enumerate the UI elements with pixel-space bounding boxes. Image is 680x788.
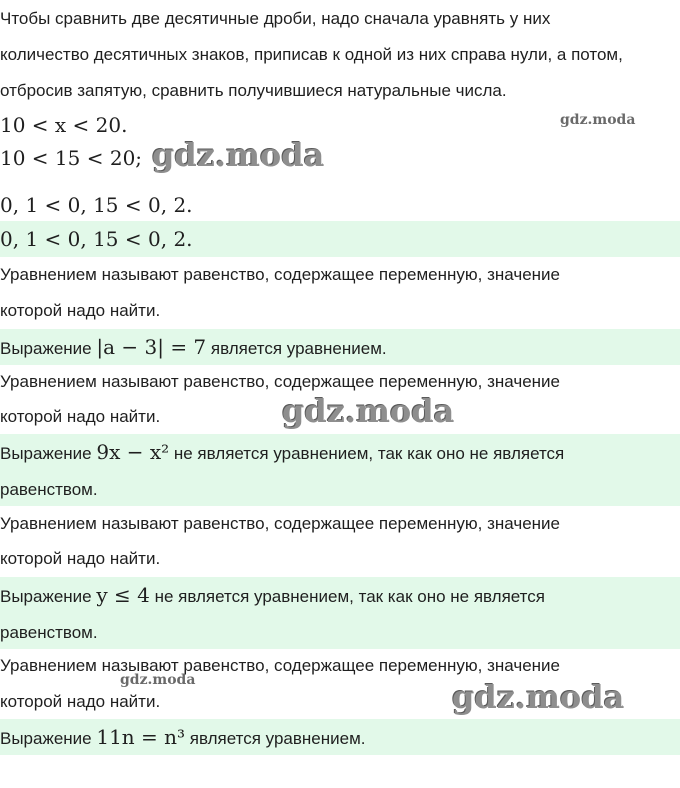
answer-3 <box>0 577 680 615</box>
intro-line-2: количество десятичных знаков, приписав к одной из них справа нули, а потом, <box>0 45 623 64</box>
watermark-large: gdz.moda <box>452 678 625 716</box>
answer-3-prefix: Выражение <box>0 587 97 606</box>
math-decimal-comparison-highlighted: 0, 1 < 0, 15 < 0, 2. <box>0 227 193 251</box>
math-inequality-15: 10 < 15 < 20; <box>0 146 143 170</box>
definition-line-2: которой надо найти. <box>0 692 161 711</box>
answer-2 <box>0 434 680 472</box>
definition-line-2: которой надо найти. <box>0 549 161 568</box>
answer-1-math: |a − 3| = 7 <box>96 335 207 359</box>
answer-3-math: y ≤ 4 <box>96 583 150 607</box>
definition-line-2: которой надо найти. <box>0 407 161 426</box>
math-decimal-comparison: 0, 1 < 0, 15 < 0, 2. <box>0 193 193 217</box>
answer-3-suffix: не является уравнением, так как оно не является <box>149 587 545 606</box>
watermark-large: gdz.moda <box>152 136 325 174</box>
answer-1-prefix: Выражение <box>0 339 97 358</box>
answer-1 <box>0 329 680 367</box>
definition-line-1: Уравнением называют равенство, содержащее переменную, значение <box>0 656 560 675</box>
answer-2-suffix: не является уравнением, так как оно не является <box>169 444 565 463</box>
intro-line-3: отбросив запятую, сравнить получившиеся натуральные числа. <box>0 81 507 100</box>
answer-2-math: 9x − x² <box>96 440 170 464</box>
answer-4-math: 11n = n³ <box>96 725 186 749</box>
watermark-small: gdz.moda <box>120 672 196 688</box>
answer-4 <box>0 719 680 757</box>
definition-line-2: которой надо найти. <box>0 301 161 320</box>
math-inequality-x: 10 < x < 20. <box>0 113 128 137</box>
answer-4-prefix: Выражение <box>0 729 97 748</box>
answer-3-line-2: равенством. <box>0 623 98 642</box>
intro-line-1: Чтобы сравнить две десятичные дроби, надо сначала уравнять у них <box>0 9 551 28</box>
answer-1-suffix: является уравнением. <box>206 339 387 358</box>
definition-line-1: Уравнением называют равенство, содержащее переменную, значение <box>0 265 560 284</box>
definition-line-1: Уравнением называют равенство, содержащее переменную, значение <box>0 514 560 533</box>
answer-2-prefix: Выражение <box>0 444 97 463</box>
answer-4-suffix: является уравнением. <box>185 729 366 748</box>
watermark-large: gdz.moda <box>282 392 455 430</box>
answer-2-line-2: равенством. <box>0 480 98 499</box>
watermark-small: gdz.moda <box>560 112 636 128</box>
definition-line-1: Уравнением называют равенство, содержащее переменную, значение <box>0 372 560 391</box>
